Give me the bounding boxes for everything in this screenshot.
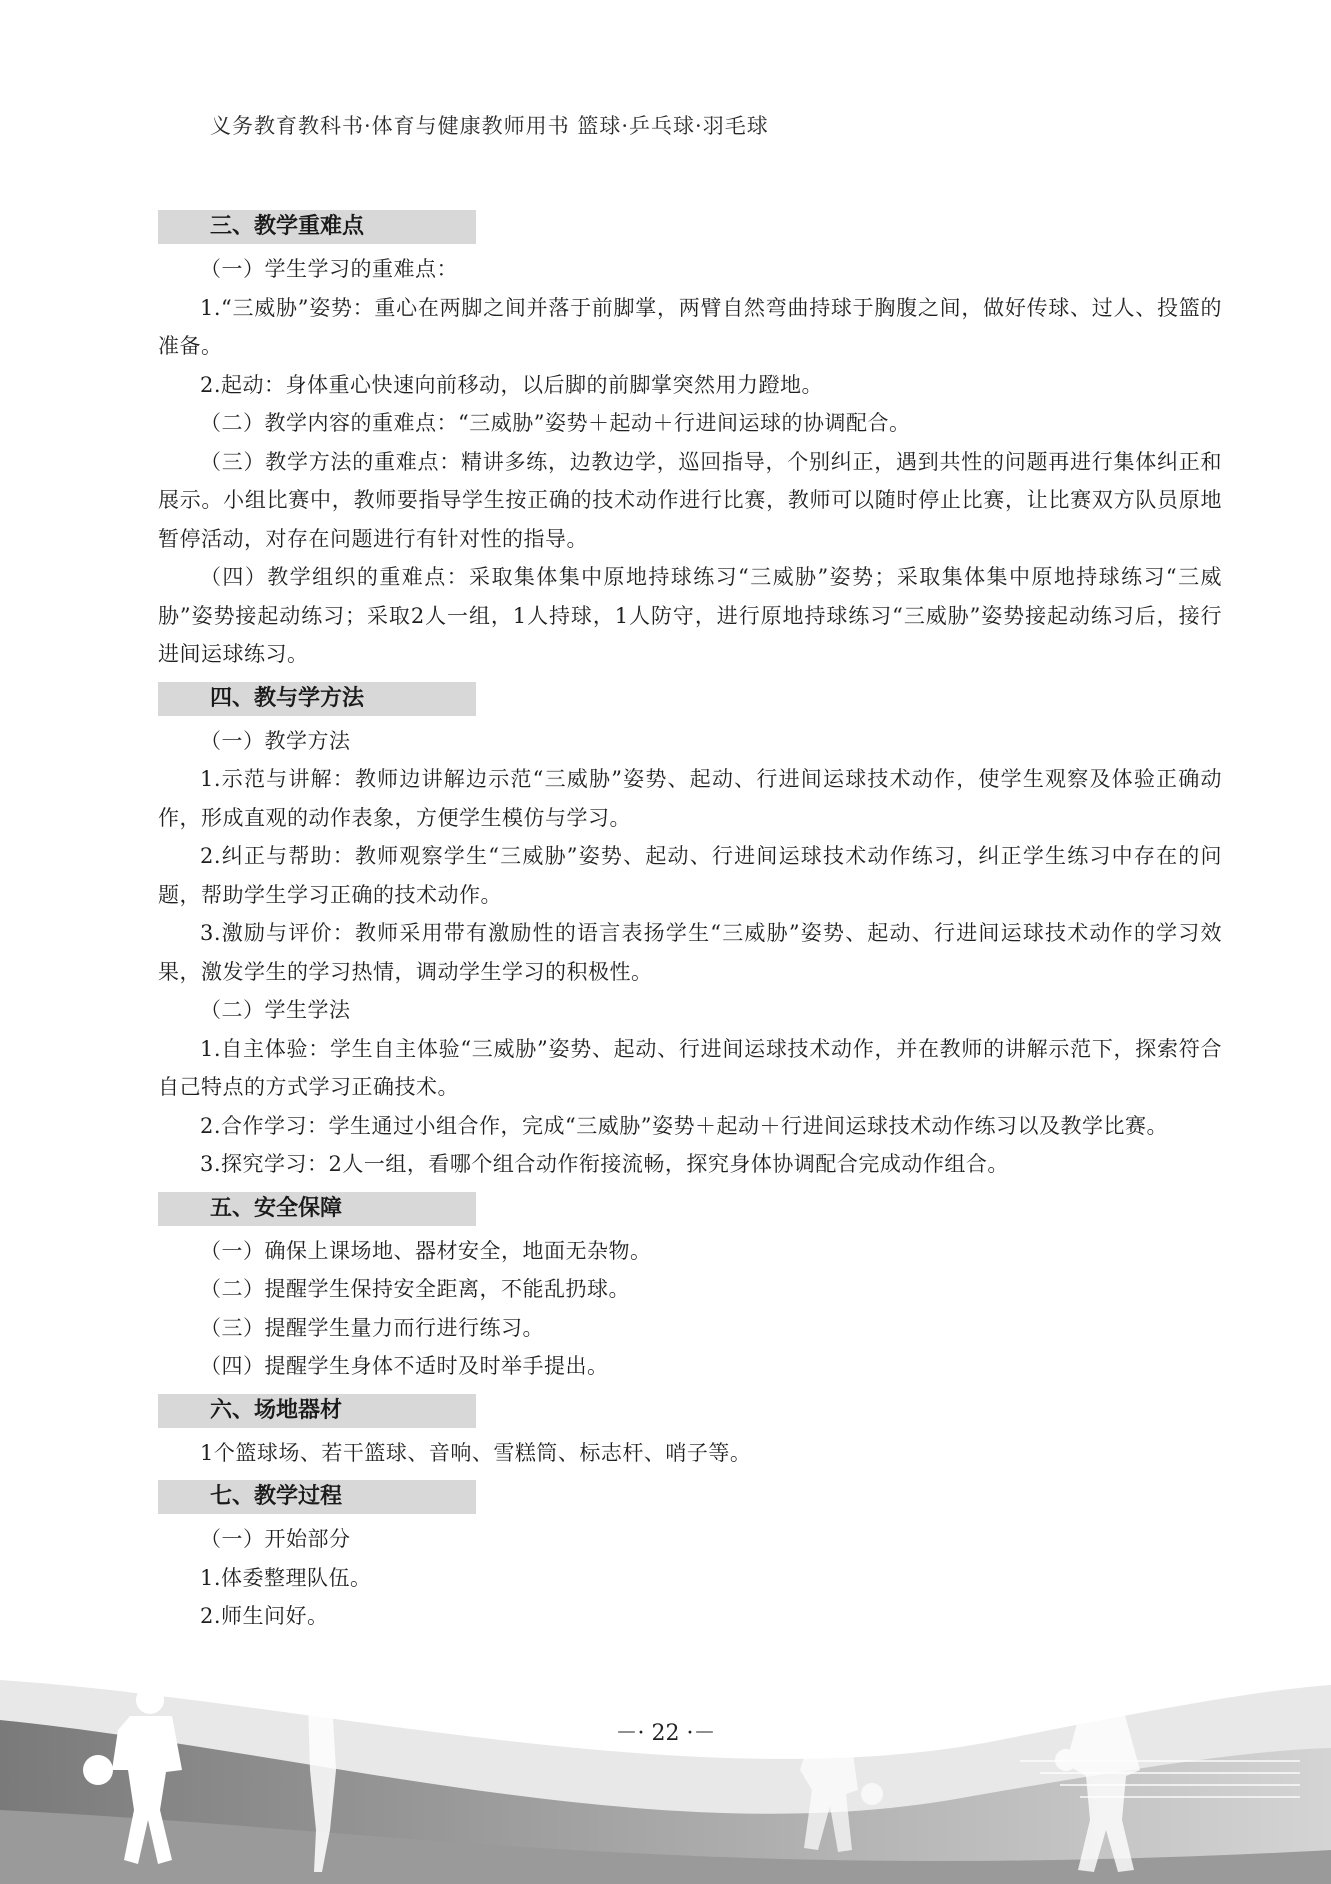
paragraph: （一）开始部分 (200, 1527, 351, 1551)
paragraph: （一）学生学习的重难点： (200, 257, 458, 281)
paragraph: 2.合作学习：学生通过小组合作，完成“三威胁”姿势＋起动＋行进间运球技术动作练习以及教学比赛。 (200, 1113, 1169, 1138)
paragraph: （一）确保上课场地、器材安全，地面无杂物。 (200, 1238, 652, 1263)
section-title: 四、教与学方法 (158, 682, 476, 716)
paragraph: 1.体委整理队伍。 (200, 1565, 372, 1590)
paragraph: （三）教学方法的重难点：精讲多练，边教边学，巡回指导，个别纠正，遇到共性的问题再进行集体纠正和展示。小组比赛中，教师要指导学生按正确的技术动作进行比赛，教师可以随时停止比赛，让比赛双方队员原地暂停活动，对存在问题进行有针对性的指导。 (158, 449, 1222, 551)
paragraph: （一）教学方法 (200, 728, 351, 753)
section-equipment (158, 1394, 1222, 1473)
paragraph: 3.激励与评价：教师采用带有激励性的语言表扬学生“三威胁”姿势、起动、行进间运球技术动作的学习效果，激发学生的学习热情，调动学生学习的积极性。 (158, 921, 1222, 984)
paragraph: 1.“三威胁”姿势：重心在两脚之间并落于前脚掌，两臂自然弯曲持球于胸腹之间，做好传球、过人、投篮的准备。 (158, 295, 1222, 358)
paragraph: 1.示范与讲解：教师边讲解边示范“三威胁”姿势、起动、行进间运球技术动作，使学生观察及体验正确动作，形成直观的动作表象，方便学生模仿与学习。 (158, 767, 1222, 830)
paragraph: （二）学生学法 (200, 998, 351, 1022)
paragraph: （四）提醒学生身体不适时及时举手提出。 (200, 1354, 609, 1378)
section-teaching-process (158, 1480, 1222, 1636)
footer-decoration (0, 1660, 1331, 1884)
page-body (158, 202, 1222, 1636)
page-number: －· 22 ·－ (615, 1721, 716, 1746)
paragraph: 1.自主体验：学生自主体验“三威胁”姿势、起动、行进间运球技术动作，并在教师的讲解示范下，探索符合自己特点的方式学习正确技术。 (158, 1036, 1222, 1099)
section-title: 六、场地器材 (158, 1394, 476, 1428)
paragraph: 3.探究学习：2人一组，看哪个组合动作衔接流畅，探究身体协调配合完成动作组合。 (200, 1152, 1009, 1176)
paragraph: 1个篮球场、若干篮球、音响、雪糕筒、标志杆、哨子等。 (200, 1440, 752, 1465)
section-safety (158, 1192, 1222, 1386)
paragraph: 2.纠正与帮助：教师观察学生“三威胁”姿势、起动、行进间运球技术动作练习，纠正学生练习中存在的问题，帮助学生学习正确的技术动作。 (158, 844, 1222, 907)
running-header: 义务教育教科书·体育与健康教师用书 篮球·乒乓球·羽毛球 (210, 114, 769, 138)
paragraph: （二）教学内容的重难点：“三威胁”姿势＋起动＋行进间运球的协调配合。 (200, 411, 911, 435)
paragraph: （三）提醒学生量力而行进行练习。 (200, 1315, 544, 1340)
section-teaching-difficulties (158, 210, 1222, 674)
section-title: 七、教学过程 (158, 1480, 476, 1514)
section-title: 五、安全保障 (158, 1192, 476, 1226)
paragraph: 2.师生问好。 (200, 1604, 329, 1628)
section-teaching-methods (158, 682, 1222, 1184)
section-title: 三、教学重难点 (158, 210, 476, 244)
paragraph: （四）教学组织的重难点：采取集体集中原地持球练习“三威胁”姿势；采取集体集中原地持球练习“三威胁”姿势接起动练习；采取2人一组，1人持球，1人防守，进行原地持球练习“三威胁”姿势接起动练习后，接行进间运球练习。 (158, 565, 1222, 666)
paragraph: 2.起动：身体重心快速向前移动，以后脚的前脚掌突然用力蹬地。 (200, 372, 824, 397)
paragraph: （二）提醒学生保持安全距离，不能乱扔球。 (200, 1277, 630, 1301)
